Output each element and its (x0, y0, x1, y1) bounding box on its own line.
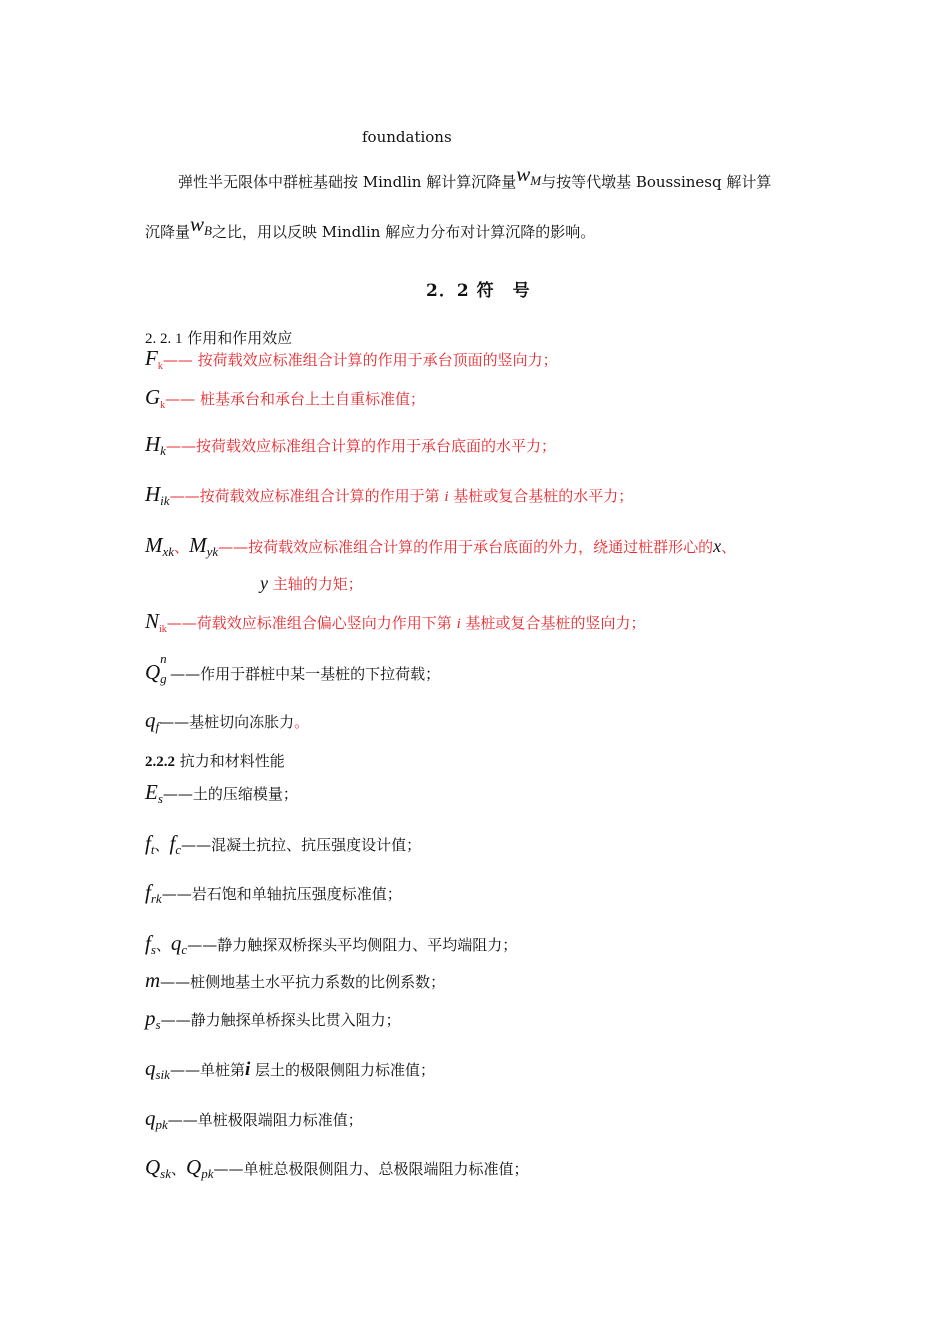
description: ——作用于群桩中某一基桩的下拉荷载； (170, 665, 441, 683)
subscript: f (155, 719, 160, 734)
subsection-title: 作用和作用效应 (187, 329, 293, 347)
subscript: g (160, 671, 167, 686)
subscript: k (160, 443, 166, 458)
symbol-x: x (713, 536, 722, 556)
subscript: yk (206, 544, 219, 559)
symbol-row-ft-fc (145, 831, 421, 856)
description: ——岩石饱和单轴抗压强度标准值； (161, 885, 402, 903)
symbol: f (169, 831, 176, 855)
subscript: c (181, 942, 188, 957)
symbol-row-qgn (145, 651, 441, 686)
symbol: G (145, 385, 161, 409)
symbol: H (145, 482, 161, 506)
description: ——单桩第 (169, 1061, 245, 1079)
description: ——静力触探单桥探头比贯入阻力； (160, 1011, 401, 1029)
description: ——基桩切向冻胀力 (159, 713, 295, 731)
definition-line-2 (145, 212, 596, 243)
text: 之比，用以反映 Mindlin 解应力分布对计算沉降的影响。 (211, 223, 596, 241)
symbol: q (145, 1056, 156, 1080)
subscript: pk (201, 1166, 214, 1181)
symbol-w: w (190, 212, 205, 236)
symbol-row-hik (145, 482, 633, 507)
separator: 、 (721, 538, 737, 556)
subscript: s (155, 1017, 161, 1032)
subscript: t (150, 842, 155, 857)
subscript: k (157, 361, 163, 372)
symbol-row-fs-qc (145, 931, 517, 956)
superscript: n (160, 651, 167, 666)
description: ——单桩极限端阻力标准值； (167, 1111, 363, 1129)
symbol: H (145, 432, 161, 456)
symbol-row-ps (145, 1006, 401, 1031)
symbol: N (145, 609, 160, 633)
description: ——按荷载效应标准组合计算的作用于承台底面的水平力； (165, 437, 556, 455)
subscript: ik (159, 624, 167, 635)
subsection-heading-2 (145, 750, 285, 771)
symbol-row-qpk (145, 1106, 363, 1131)
subsection-title: 抗力和材料性能 (175, 752, 285, 770)
text: 与按等代墩基 Boussinesq 解计算 (541, 173, 772, 191)
subscript: ik (160, 493, 170, 508)
symbol-w: w (516, 162, 531, 186)
separator: 、 (154, 836, 170, 854)
italic-i: i (456, 616, 461, 632)
symbol-row-qf (145, 708, 309, 733)
symbol: q (170, 931, 182, 955)
symbol: E (145, 780, 158, 804)
symbol-row-nik (145, 609, 646, 634)
description: ——单桩总极限侧阻力、总极限端阻力标准值； (213, 1160, 529, 1178)
description: 层土的极限侧阻力标准值； (250, 1061, 436, 1079)
symbol-row-hk (145, 432, 556, 457)
symbol: F (145, 346, 158, 370)
description: —— 按荷载效应标准组合计算的作用于承台顶面的竖向力； (162, 351, 558, 369)
italic-i: i (444, 489, 449, 505)
symbol-row-mxk-continuation (260, 573, 363, 594)
subscript: M (530, 173, 542, 188)
subscript: sik (155, 1067, 170, 1082)
section-title: 2．2 符 号 (426, 281, 531, 301)
symbol: M (145, 533, 163, 557)
symbol: f (145, 931, 151, 955)
symbol: p (145, 1006, 156, 1030)
subscript: rk (150, 891, 162, 906)
symbol: Q (186, 1155, 202, 1179)
description: ——桩侧地基土水平抗力系数的比例系数； (160, 973, 446, 991)
subsection-number: 2. 2. 1 (145, 331, 183, 347)
symbol: m (145, 968, 161, 992)
description: ——静力触探双桥探头平均侧阻力、平均端阻力； (187, 936, 518, 954)
symbol: f (145, 880, 151, 904)
subscript: s (150, 942, 156, 957)
symbol: Q (145, 660, 161, 684)
symbol: q (145, 708, 156, 732)
period: 。 (294, 713, 310, 731)
separator: 、 (155, 936, 171, 954)
symbol-row-es (145, 780, 298, 805)
description: 基桩或复合基桩的水平力； (448, 487, 634, 505)
symbol-row-frk (145, 880, 402, 905)
text: 沉降量 (145, 223, 191, 241)
description: 基桩或复合基桩的竖向力； (460, 614, 646, 632)
symbol-row-qsk-qpk (145, 1155, 529, 1180)
symbol: M (189, 533, 207, 557)
description: ——混凝土抗拉、抗压强度设计值； (181, 836, 422, 854)
italic-i: i (244, 1059, 251, 1080)
subscript: xk (162, 544, 175, 559)
symbol-row-fk (145, 346, 558, 371)
symbol-row-qsik (145, 1056, 435, 1081)
symbol: f (145, 831, 151, 855)
symbol: q (145, 1106, 156, 1130)
symbol-row-mxk-myk (145, 533, 736, 558)
description: ——荷载效应标准组合偏心竖向力作用下第 (166, 614, 457, 632)
subscript: k (160, 400, 166, 411)
subscript: pk (155, 1117, 168, 1132)
subsection-number: 2.2.2 (145, 754, 175, 770)
subscript: c (175, 842, 182, 857)
subscript: sk (160, 1166, 172, 1181)
subscript: B (204, 223, 212, 238)
subsection-heading-1 (145, 327, 292, 348)
description: ——按荷载效应标准组合计算的作用于第 (169, 487, 445, 505)
subscript: s (157, 791, 163, 806)
separator: 、 (174, 538, 190, 556)
separator: 、 (171, 1160, 187, 1178)
description: ——按荷载效应标准组合计算的作用于承台底面的外力，绕通过桩群形心的 (218, 538, 714, 556)
description: —— 桩基承台和承台上土自重标准值； (165, 390, 425, 408)
symbol-row-m (145, 968, 445, 993)
symbol-y: y (260, 573, 268, 593)
english-term: foundations (362, 128, 452, 146)
description: ——土的压缩模量； (162, 785, 298, 803)
text: 弹性半无限体中群桩基础按 Mindlin 解计算沉降量 (178, 173, 517, 191)
description: 主轴的力矩； (268, 575, 363, 593)
definition-line-1 (178, 162, 772, 193)
symbol-row-gk (145, 385, 425, 410)
symbol: Q (145, 1155, 161, 1179)
